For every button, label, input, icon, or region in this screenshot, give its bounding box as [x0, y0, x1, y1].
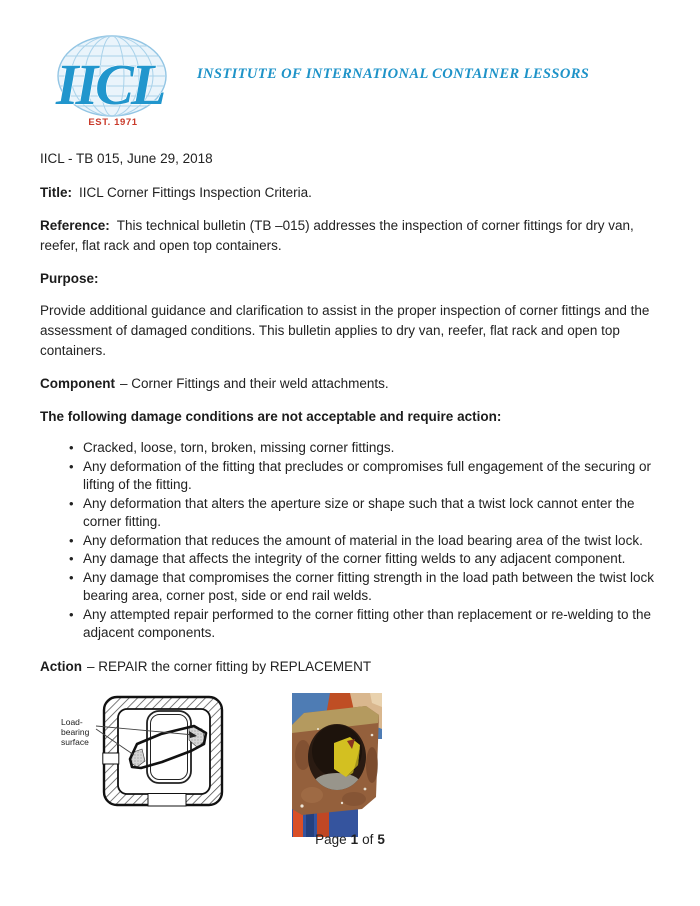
list-item: • Any deformation of the fitting that precludes or compromises full engagement of the securing or lifting of the fitting.: [68, 458, 670, 495]
component-text: – Corner Fittings and their weld attachments.: [120, 376, 389, 391]
damage-conditions-heading: The following damage conditions are not acceptable and require action:: [40, 409, 502, 424]
diagram-label: Load- bearing surface: [61, 716, 90, 747]
list-item: • Any deformation that reduces the amount of material in the load bearing area of the twist lock.: [68, 532, 670, 551]
action-line: [40, 657, 670, 677]
footer-total-pages: 5: [377, 832, 385, 847]
page-footer: [0, 830, 700, 850]
side-aperture-notch: [103, 753, 119, 764]
top-aperture-outline: [147, 711, 191, 783]
document-header: [0, 0, 700, 134]
list-item: • Cracked, loose, torn, broken, missing corner fittings.: [68, 439, 670, 458]
bulletin-date-line: IICL - TB 015, June 29, 2018: [40, 151, 213, 166]
title-label: Title:: [40, 185, 73, 200]
damage-conditions-list: [40, 439, 670, 643]
reference-line: [40, 216, 670, 256]
title-text: IICL Corner Fittings Inspection Criteria.: [79, 185, 312, 200]
reference-text: This technical bulletin (TB –015) addresses the inspection of corner fittings for dry van, reefer, flat rack and open top containers.: [40, 218, 634, 253]
list-item: • Any damage that compromises the corner fitting strength in the load path between the twist lock bearing area, corner post, side or end rail welds.: [68, 569, 670, 606]
logo-text: IICL: [56, 52, 164, 117]
list-item: • Any deformation that alters the aperture size or shape such that a twist lock cannot enter the corner fitting.: [68, 495, 670, 532]
component-line: [40, 374, 670, 394]
damaged-corner-fitting-photo: [292, 693, 382, 837]
component-label: Component: [40, 376, 115, 391]
organization-name: INSTITUTE OF INTERNATIONAL CONTAINER LESSORS: [197, 66, 590, 82]
footer-page-word: Page: [315, 832, 347, 847]
action-label: Action: [40, 658, 82, 674]
logo-established-text: EST. 1971: [88, 117, 138, 128]
purpose-heading: Purpose:: [40, 271, 99, 286]
list-item: • Any damage that affects the integrity of the corner fitting welds to any adjacent component.: [68, 550, 670, 569]
title-line: [40, 183, 670, 203]
footer-current-page: 1: [350, 832, 359, 847]
document-body: [0, 149, 700, 837]
figures-row: [60, 693, 670, 837]
reference-label: Reference:: [40, 218, 110, 233]
bottom-aperture-notch: [148, 793, 186, 806]
list-item: • Any attempted repair performed to the corner fitting other than replacement or re-welding to the adjacent components.: [68, 606, 670, 643]
corner-fitting-diagram: [60, 693, 238, 817]
footer-of-word: of: [362, 832, 374, 847]
purpose-body: Provide additional guidance and clarification to assist in the proper inspection of corner fittings and the assessment of damaged conditions. This bulletin applies to dry van, reefer, flat rack and open top containers.: [40, 303, 650, 358]
iicl-logo: [55, 30, 169, 132]
action-text: – REPAIR the corner fitting by REPLACEMENT: [87, 658, 372, 674]
